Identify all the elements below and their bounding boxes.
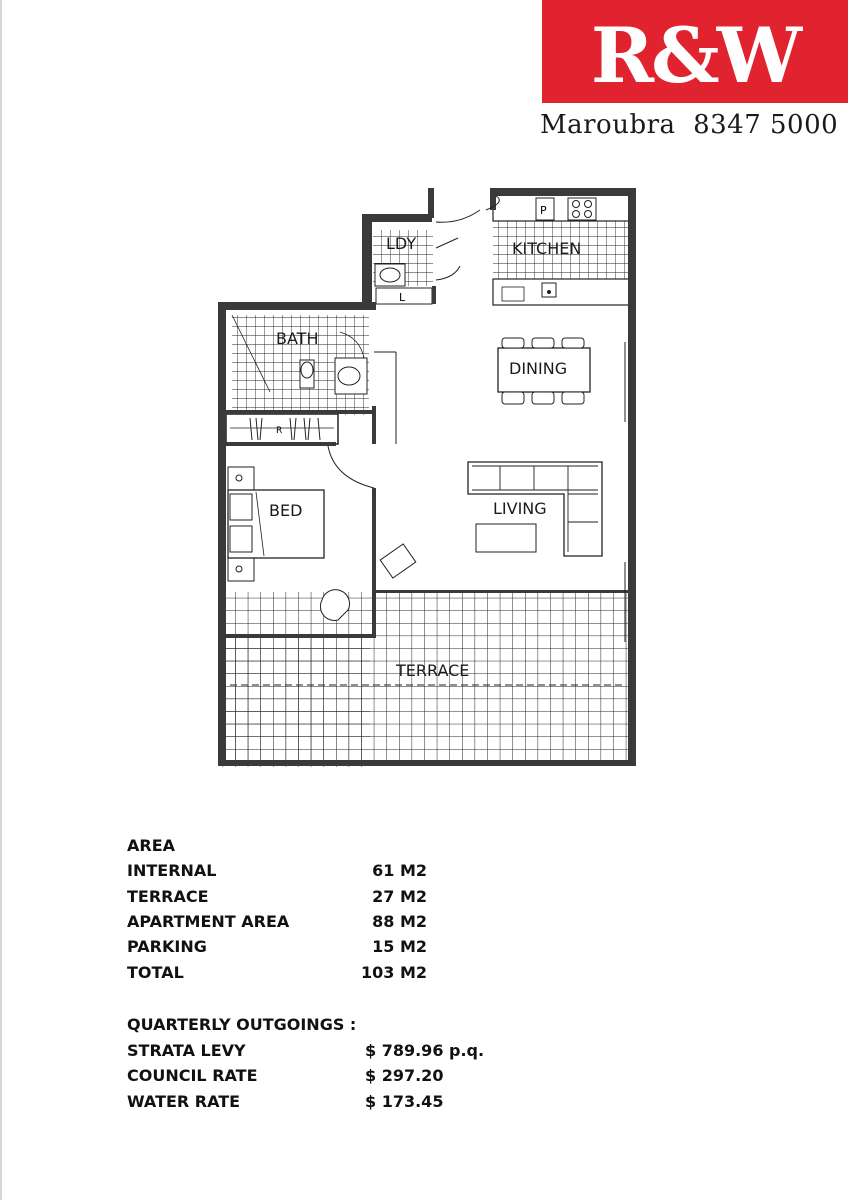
room-bath: BATH — [276, 329, 319, 348]
wall-north — [490, 188, 636, 196]
laundry-door-swing — [436, 210, 480, 222]
area-value: 15 M2 — [372, 937, 427, 956]
wall-bath-north — [218, 302, 376, 310]
terrace-tiles-left — [222, 637, 370, 767]
wall-laundry-north — [362, 214, 432, 222]
chair — [562, 338, 584, 348]
wall-bath-south — [226, 410, 376, 414]
room-terrace: TERRACE — [396, 661, 470, 680]
outgoings-value: $ 173.45 — [365, 1092, 444, 1111]
wall-laundry-west — [362, 214, 372, 310]
office-phone: 8347 5000 — [693, 110, 839, 140]
area-value: 103 M2 — [360, 963, 427, 982]
chair — [562, 392, 584, 404]
wall-south — [218, 760, 636, 766]
chair — [502, 392, 524, 404]
kitchen-bench-top — [493, 195, 630, 221]
outgoings-value: $ 297.20 — [365, 1066, 444, 1085]
wall-laundry-east — [432, 286, 436, 304]
armchair — [380, 544, 416, 578]
vanity — [335, 358, 367, 394]
coffee-table — [476, 524, 536, 552]
sink-drain — [547, 290, 551, 294]
area-value: 88 M2 — [372, 912, 427, 931]
outgoings-label: STRATA LEVY — [127, 1041, 246, 1060]
room-living: LIVING — [493, 499, 547, 518]
logo-text: R&W — [590, 11, 800, 100]
wall-bed-east — [372, 488, 376, 636]
wall-robe-south — [226, 442, 336, 446]
area-label: TOTAL — [127, 963, 184, 982]
pantry-label: P — [540, 204, 547, 217]
wall-laundry-stub — [428, 188, 434, 218]
office-name: Maroubra — [540, 110, 676, 140]
office-contact — [540, 110, 840, 140]
area-label: TERRACE — [127, 887, 209, 906]
wall-west — [218, 302, 226, 766]
area-value: 61 M2 — [372, 861, 427, 880]
room-bed: BED — [269, 501, 303, 520]
bedside-table — [228, 557, 254, 581]
room-dining: DINING — [509, 359, 568, 378]
area-value: 27 M2 — [372, 887, 427, 906]
room-laundry: LDY — [386, 234, 417, 253]
area-heading: AREA — [127, 836, 176, 855]
area-label: INTERNAL — [127, 861, 217, 880]
floor-plan — [210, 182, 640, 772]
chair — [502, 338, 524, 348]
outgoings-heading: QUARTERLY OUTGOINGS : — [127, 1015, 357, 1034]
laundry-door — [436, 238, 458, 248]
outgoings-label: COUNCIL RATE — [127, 1066, 258, 1085]
laundry-door-swing — [436, 266, 460, 280]
wall-east — [628, 188, 636, 766]
bed-door-swing — [328, 446, 374, 488]
robe-label: R — [276, 426, 283, 436]
area-label: PARKING — [127, 937, 207, 956]
dishwasher — [502, 287, 524, 301]
room-kitchen: KITCHEN — [512, 239, 582, 258]
laundry-unit-label: L — [399, 291, 406, 304]
bedside-table — [228, 467, 254, 491]
brand-logo — [542, 0, 848, 103]
wall-living-south — [376, 590, 632, 593]
chair — [532, 392, 554, 404]
outgoings-value: $ 789.96 p.q. — [365, 1041, 485, 1060]
cooktop — [568, 198, 596, 220]
wall-bed-south — [226, 634, 376, 638]
page-edge — [0, 0, 2, 1200]
logo-mark — [542, 0, 848, 103]
area-label: APARTMENT AREA — [127, 912, 290, 931]
outgoings-label: WATER RATE — [127, 1092, 241, 1111]
chair — [532, 338, 554, 348]
